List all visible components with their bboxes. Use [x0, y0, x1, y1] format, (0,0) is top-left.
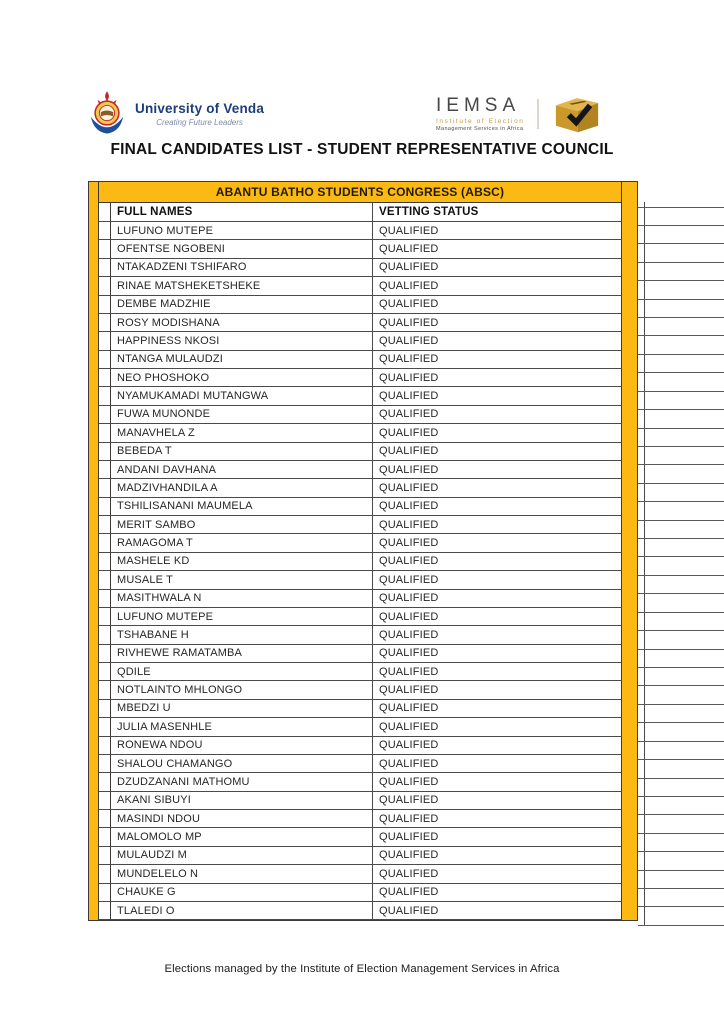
table-row: [89, 847, 637, 865]
vetting-status-cell: QUALIFIED: [373, 645, 622, 663]
grid-line: [638, 649, 724, 650]
grid-line: [638, 243, 724, 244]
grid-line: [638, 630, 724, 631]
spacer-cell: [99, 773, 111, 791]
grid-line: [638, 354, 724, 355]
spacer-cell: [99, 369, 111, 387]
candidate-name-cell: FUWA MUNONDE: [111, 406, 373, 424]
table-row: [89, 296, 637, 314]
vetting-status-cell: QUALIFIED: [373, 773, 622, 791]
vetting-status-cell: QUALIFIED: [373, 296, 622, 314]
candidate-name-cell: JULIA MASENHLE: [111, 718, 373, 736]
left-gold-strip-cell: [89, 865, 99, 883]
grid-line: [638, 612, 724, 613]
spacer-cell: [99, 865, 111, 883]
vetting-status-cell: QUALIFIED: [373, 259, 622, 277]
page-title: FINAL CANDIDATES LIST - STUDENT REPRESENTATIVE COUNCIL: [110, 141, 614, 158]
grid-line: [638, 317, 724, 318]
left-gold-strip-cell: [89, 479, 99, 497]
spacer-cell: [99, 277, 111, 295]
left-gold-strip-cell: [89, 406, 99, 424]
right-gold-strip-cell: [622, 645, 637, 663]
grid-line: [638, 741, 724, 742]
right-gold-strip-cell: [622, 828, 637, 846]
grid-line: [638, 335, 724, 336]
vetting-status-cell: QUALIFIED: [373, 479, 622, 497]
table-row: [89, 259, 637, 277]
univen-name: University of Venda: [135, 101, 265, 116]
spacer-cell: [99, 443, 111, 461]
left-gold-strip-cell: [89, 571, 99, 589]
right-gold-strip-cell: [622, 296, 637, 314]
table-row: [89, 902, 637, 920]
grid-line: [638, 372, 724, 373]
table-row: [89, 406, 637, 424]
vetting-status-cell: QUALIFIED: [373, 406, 622, 424]
candidate-name-cell: SHALOU CHAMANGO: [111, 755, 373, 773]
vetting-status-cell: QUALIFIED: [373, 847, 622, 865]
vetting-status-cell: QUALIFIED: [373, 700, 622, 718]
table-row: [89, 884, 637, 902]
spacer-cell: [99, 884, 111, 902]
grid-line: [638, 925, 724, 926]
candidate-name-cell: CHAUKE G: [111, 884, 373, 902]
candidate-name-cell: TSHILISANANI MAUMELA: [111, 498, 373, 516]
grid-line: [638, 667, 724, 668]
spacer-cell: [99, 718, 111, 736]
candidate-name-cell: LUFUNO MUTEPE: [111, 608, 373, 626]
vetting-status-cell: QUALIFIED: [373, 590, 622, 608]
candidates-table: [88, 181, 638, 921]
candidate-name-cell: AKANI SIBUYI: [111, 792, 373, 810]
spacer-cell: [99, 902, 111, 920]
candidate-name-cell: MBEDZI U: [111, 700, 373, 718]
iemsa-subtitle-1: Institute of Election: [436, 118, 525, 125]
candidate-name-cell: MUNDELELO N: [111, 865, 373, 883]
table-row: [89, 461, 637, 479]
spacer-cell: [99, 406, 111, 424]
candidate-name-cell: RONEWA NDOU: [111, 737, 373, 755]
left-gold-strip-cell: [89, 443, 99, 461]
grid-line: [638, 428, 724, 429]
candidate-name-cell: BEBEDA T: [111, 443, 373, 461]
grid-line: [638, 520, 724, 521]
right-gold-strip-cell: [622, 369, 637, 387]
vetting-status-cell: QUALIFIED: [373, 424, 622, 442]
vetting-status-cell: QUALIFIED: [373, 314, 622, 332]
left-gold-strip-cell: [89, 737, 99, 755]
table-row: [89, 865, 637, 883]
right-gold-strip-cell: [622, 498, 637, 516]
table-row: [89, 553, 637, 571]
right-gold-strip-cell: [622, 626, 637, 644]
table-row: [89, 773, 637, 791]
right-gold-strip-cell: [622, 755, 637, 773]
spacer-cell: [99, 755, 111, 773]
table-row: [89, 608, 637, 626]
vetting-status-cell: QUALIFIED: [373, 387, 622, 405]
grid-line: [638, 207, 724, 208]
footer-note: Elections managed by the Institute of Election Management Services in Africa: [164, 963, 560, 975]
table-row: [89, 755, 637, 773]
vetting-status-cell: QUALIFIED: [373, 516, 622, 534]
table-row: [89, 351, 637, 369]
grid-line: [638, 262, 724, 263]
grid-line: [638, 409, 724, 410]
grid-line: [638, 446, 724, 447]
left-gold-strip-cell: [89, 534, 99, 552]
left-gold-strip-cell: [89, 369, 99, 387]
spacer-cell: [99, 590, 111, 608]
table-row: [89, 810, 637, 828]
candidate-name-cell: MASITHWALA N: [111, 590, 373, 608]
table-row: [89, 645, 637, 663]
vetting-status-cell: QUALIFIED: [373, 498, 622, 516]
candidate-name-cell: MERIT SAMBO: [111, 516, 373, 534]
spacer-cell: [99, 681, 111, 699]
right-gold-strip-cell: [622, 902, 637, 920]
grid-line: [638, 833, 724, 834]
right-gold-strip-cell: [622, 222, 637, 240]
grid-line: [638, 391, 724, 392]
candidate-name-cell: MANAVHELA Z: [111, 424, 373, 442]
right-gold-strip-cell: [622, 865, 637, 883]
grid-line: [638, 225, 724, 226]
grid-line: [638, 759, 724, 760]
column-header-row: [89, 203, 637, 222]
spacer-cell: [99, 296, 111, 314]
grid-line: [638, 538, 724, 539]
candidate-name-cell: OFENTSE NGOBENI: [111, 240, 373, 258]
candidate-name-cell: MALOMOLO MP: [111, 828, 373, 846]
right-gold-strip-cell: [622, 387, 637, 405]
iemsa-acronym: IEMSA: [436, 95, 521, 116]
vetting-status-cell: QUALIFIED: [373, 755, 622, 773]
column-header-full-names: FULL NAMES: [111, 203, 373, 222]
party-header: ABANTU BATHO STUDENTS CONGRESS (ABSC): [99, 182, 622, 203]
spacer-cell: [99, 479, 111, 497]
spacer-cell: [99, 203, 111, 222]
univen-logo-text: [135, 101, 264, 127]
candidate-name-cell: MULAUDZI M: [111, 847, 373, 865]
right-gold-strip-cell: [622, 424, 637, 442]
left-gold-strip-cell: [89, 332, 99, 350]
vetting-status-cell: QUALIFIED: [373, 534, 622, 552]
right-gold-strip-cell: [622, 681, 637, 699]
right-gold-strip-cell: [622, 203, 637, 222]
spacer-cell: [99, 516, 111, 534]
left-gold-strip-cell: [89, 718, 99, 736]
candidate-name-cell: MADZIVHANDILA A: [111, 479, 373, 497]
right-gold-strip-cell: [622, 571, 637, 589]
left-gold-strip-cell: [89, 608, 99, 626]
right-gold-strip-cell: [622, 792, 637, 810]
right-gold-strip-cell: [622, 534, 637, 552]
left-gold-strip-cell: [89, 222, 99, 240]
right-gold-strip-cell: [622, 718, 637, 736]
vetting-status-cell: QUALIFIED: [373, 277, 622, 295]
spacer-cell: [99, 424, 111, 442]
vetting-status-cell: QUALIFIED: [373, 571, 622, 589]
iemsa-logo: [436, 93, 603, 134]
right-gold-strip-cell: [622, 773, 637, 791]
vetting-status-cell: QUALIFIED: [373, 369, 622, 387]
table-row: [89, 498, 637, 516]
right-gold-strip-cell: [622, 351, 637, 369]
grid-vertical-line: [644, 202, 645, 926]
vetting-status-cell: QUALIFIED: [373, 810, 622, 828]
candidate-name-cell: RIVHEWE RAMATAMBA: [111, 645, 373, 663]
grid-line: [638, 778, 724, 779]
vetting-status-cell: QUALIFIED: [373, 902, 622, 920]
grid-line: [638, 796, 724, 797]
right-gold-strip-cell: [622, 314, 637, 332]
left-gold-strip-cell: [89, 314, 99, 332]
table-row: [89, 663, 637, 681]
vetting-status-cell: QUALIFIED: [373, 240, 622, 258]
candidate-name-cell: NTAKADZENI TSHIFARO: [111, 259, 373, 277]
table-row: [89, 332, 637, 350]
table-row: [89, 626, 637, 644]
left-gold-strip-cell: [89, 810, 99, 828]
spacer-cell: [99, 663, 111, 681]
vetting-status-cell: QUALIFIED: [373, 332, 622, 350]
right-gold-strip-cell: [622, 277, 637, 295]
left-gold-strip-cell: [89, 387, 99, 405]
vetting-status-cell: QUALIFIED: [373, 608, 622, 626]
vetting-status-cell: QUALIFIED: [373, 553, 622, 571]
table-row: [89, 571, 637, 589]
grid-line: [638, 575, 724, 576]
vetting-status-cell: QUALIFIED: [373, 792, 622, 810]
right-gold-strip-cell: [622, 182, 637, 203]
candidate-name-cell: RINAE MATSHEKETSHEKE: [111, 277, 373, 295]
right-gold-strip-cell: [622, 553, 637, 571]
right-gold-strip-cell: [622, 608, 637, 626]
candidate-name-cell: MASHELE KD: [111, 553, 373, 571]
grid-line: [638, 501, 724, 502]
left-gold-strip-cell: [89, 553, 99, 571]
left-gold-strip-cell: [89, 203, 99, 222]
candidate-name-cell: QDILE: [111, 663, 373, 681]
vetting-status-cell: QUALIFIED: [373, 718, 622, 736]
spacer-cell: [99, 737, 111, 755]
table-row: [89, 516, 637, 534]
grid-line: [638, 814, 724, 815]
spacer-cell: [99, 571, 111, 589]
candidate-name-cell: DZUDZANANI MATHOMU: [111, 773, 373, 791]
candidate-name-cell: HAPPINESS NKOSI: [111, 332, 373, 350]
column-header-vetting-status: VETTING STATUS: [373, 203, 622, 222]
spacer-cell: [99, 847, 111, 865]
vetting-status-cell: QUALIFIED: [373, 461, 622, 479]
vetting-status-cell: QUALIFIED: [373, 828, 622, 846]
candidate-name-cell: DEMBE MADZHIE: [111, 296, 373, 314]
table-row: [89, 314, 637, 332]
candidate-name-cell: ROSY MODISHANA: [111, 314, 373, 332]
right-gold-strip-cell: [622, 700, 637, 718]
spacer-cell: [99, 387, 111, 405]
spacer-cell: [99, 700, 111, 718]
spacer-cell: [99, 498, 111, 516]
left-gold-strip-cell: [89, 296, 99, 314]
candidates-rows: [89, 222, 637, 920]
vetting-status-cell: QUALIFIED: [373, 681, 622, 699]
univen-logo: [88, 90, 264, 138]
iemsa-subtitle-2: Management Services in Africa: [436, 126, 524, 132]
grid-line: [638, 593, 724, 594]
table-row: [89, 590, 637, 608]
grid-line: [638, 722, 724, 723]
right-gold-strip-cell: [622, 332, 637, 350]
right-gold-strip-cell: [622, 461, 637, 479]
grid-line: [638, 280, 724, 281]
left-gold-strip-cell: [89, 681, 99, 699]
candidate-name-cell: NOTLAINTO MHLONGO: [111, 681, 373, 699]
spacer-cell: [99, 259, 111, 277]
left-gold-strip-cell: [89, 277, 99, 295]
table-row: [89, 681, 637, 699]
left-gold-strip-cell: [89, 663, 99, 681]
table-row: [89, 222, 637, 240]
right-gold-strip-cell: [622, 406, 637, 424]
candidate-name-cell: MASINDI NDOU: [111, 810, 373, 828]
right-gold-strip-cell: [622, 516, 637, 534]
candidate-name-cell: RAMAGOMA T: [111, 534, 373, 552]
left-gold-strip-cell: [89, 645, 99, 663]
grid-line: [638, 906, 724, 907]
table-row: [89, 369, 637, 387]
candidate-name-cell: NYAMUKAMADI MUTANGWA: [111, 387, 373, 405]
right-gold-strip-cell: [622, 240, 637, 258]
left-gold-strip-cell: [89, 259, 99, 277]
grid-line: [638, 483, 724, 484]
vetting-status-cell: QUALIFIED: [373, 443, 622, 461]
spacer-cell: [99, 222, 111, 240]
left-gold-strip-cell: [89, 590, 99, 608]
spacer-cell: [99, 332, 111, 350]
candidate-name-cell: MUSALE T: [111, 571, 373, 589]
left-gold-strip-cell: [89, 792, 99, 810]
right-gold-strip-cell: [622, 443, 637, 461]
grid-line: [638, 888, 724, 889]
table-row: [89, 277, 637, 295]
spacer-cell: [99, 461, 111, 479]
grid-line: [638, 464, 724, 465]
candidate-name-cell: LUFUNO MUTEPE: [111, 222, 373, 240]
vetting-status-cell: QUALIFIED: [373, 663, 622, 681]
right-gold-strip-cell: [622, 259, 637, 277]
adjacent-table-grid: [638, 202, 724, 926]
vetting-status-cell: QUALIFIED: [373, 884, 622, 902]
vetting-status-cell: QUALIFIED: [373, 865, 622, 883]
left-gold-strip-cell: [89, 182, 99, 203]
candidate-name-cell: NEO PHOSHOKO: [111, 369, 373, 387]
right-gold-strip-cell: [622, 737, 637, 755]
left-gold-strip-cell: [89, 351, 99, 369]
spacer-cell: [99, 645, 111, 663]
candidate-name-cell: TLALEDI O: [111, 902, 373, 920]
spacer-cell: [99, 792, 111, 810]
left-gold-strip-cell: [89, 461, 99, 479]
left-gold-strip-cell: [89, 626, 99, 644]
spacer-cell: [99, 240, 111, 258]
table-row: [89, 828, 637, 846]
spacer-cell: [99, 828, 111, 846]
left-gold-strip-cell: [89, 700, 99, 718]
right-gold-strip-cell: [622, 663, 637, 681]
left-gold-strip-cell: [89, 498, 99, 516]
table-row: [89, 718, 637, 736]
table-row: [89, 792, 637, 810]
table-row: [89, 443, 637, 461]
ballot-box-icon: [551, 93, 603, 134]
spacer-cell: [99, 553, 111, 571]
right-gold-strip-cell: [622, 847, 637, 865]
vetting-status-cell: QUALIFIED: [373, 351, 622, 369]
candidate-name-cell: TSHABANE H: [111, 626, 373, 644]
grid-line: [638, 870, 724, 871]
grid-line: [638, 685, 724, 686]
univen-emblem-icon: [88, 90, 126, 138]
table-row: [89, 534, 637, 552]
left-gold-strip-cell: [89, 773, 99, 791]
vetting-status-cell: QUALIFIED: [373, 222, 622, 240]
table-row: [89, 424, 637, 442]
logo-divider: [537, 99, 539, 129]
right-gold-strip-cell: [622, 884, 637, 902]
grid-line: [638, 299, 724, 300]
right-gold-strip-cell: [622, 479, 637, 497]
spacer-cell: [99, 534, 111, 552]
iemsa-logo-text: [436, 95, 525, 132]
candidate-name-cell: NTANGA MULAUDZI: [111, 351, 373, 369]
left-gold-strip-cell: [89, 516, 99, 534]
left-gold-strip-cell: [89, 884, 99, 902]
spacer-cell: [99, 810, 111, 828]
spacer-cell: [99, 314, 111, 332]
left-gold-strip-cell: [89, 424, 99, 442]
table-row: [89, 387, 637, 405]
right-gold-strip-cell: [622, 810, 637, 828]
candidate-name-cell: ANDANI DAVHANA: [111, 461, 373, 479]
left-gold-strip-cell: [89, 755, 99, 773]
left-gold-strip-cell: [89, 847, 99, 865]
table-row: [89, 700, 637, 718]
grid-line: [638, 851, 724, 852]
party-header-row: [89, 182, 637, 203]
table-row: [89, 479, 637, 497]
spacer-cell: [99, 351, 111, 369]
table-row: [89, 240, 637, 258]
left-gold-strip-cell: [89, 828, 99, 846]
univen-tagline: Creating Future Leaders: [156, 118, 243, 127]
right-gold-strip-cell: [622, 590, 637, 608]
grid-line: [638, 556, 724, 557]
left-gold-strip-cell: [89, 240, 99, 258]
grid-line: [638, 704, 724, 705]
spacer-cell: [99, 608, 111, 626]
vetting-status-cell: QUALIFIED: [373, 737, 622, 755]
spacer-cell: [99, 626, 111, 644]
vetting-status-cell: QUALIFIED: [373, 626, 622, 644]
left-gold-strip-cell: [89, 902, 99, 920]
table-row: [89, 737, 637, 755]
